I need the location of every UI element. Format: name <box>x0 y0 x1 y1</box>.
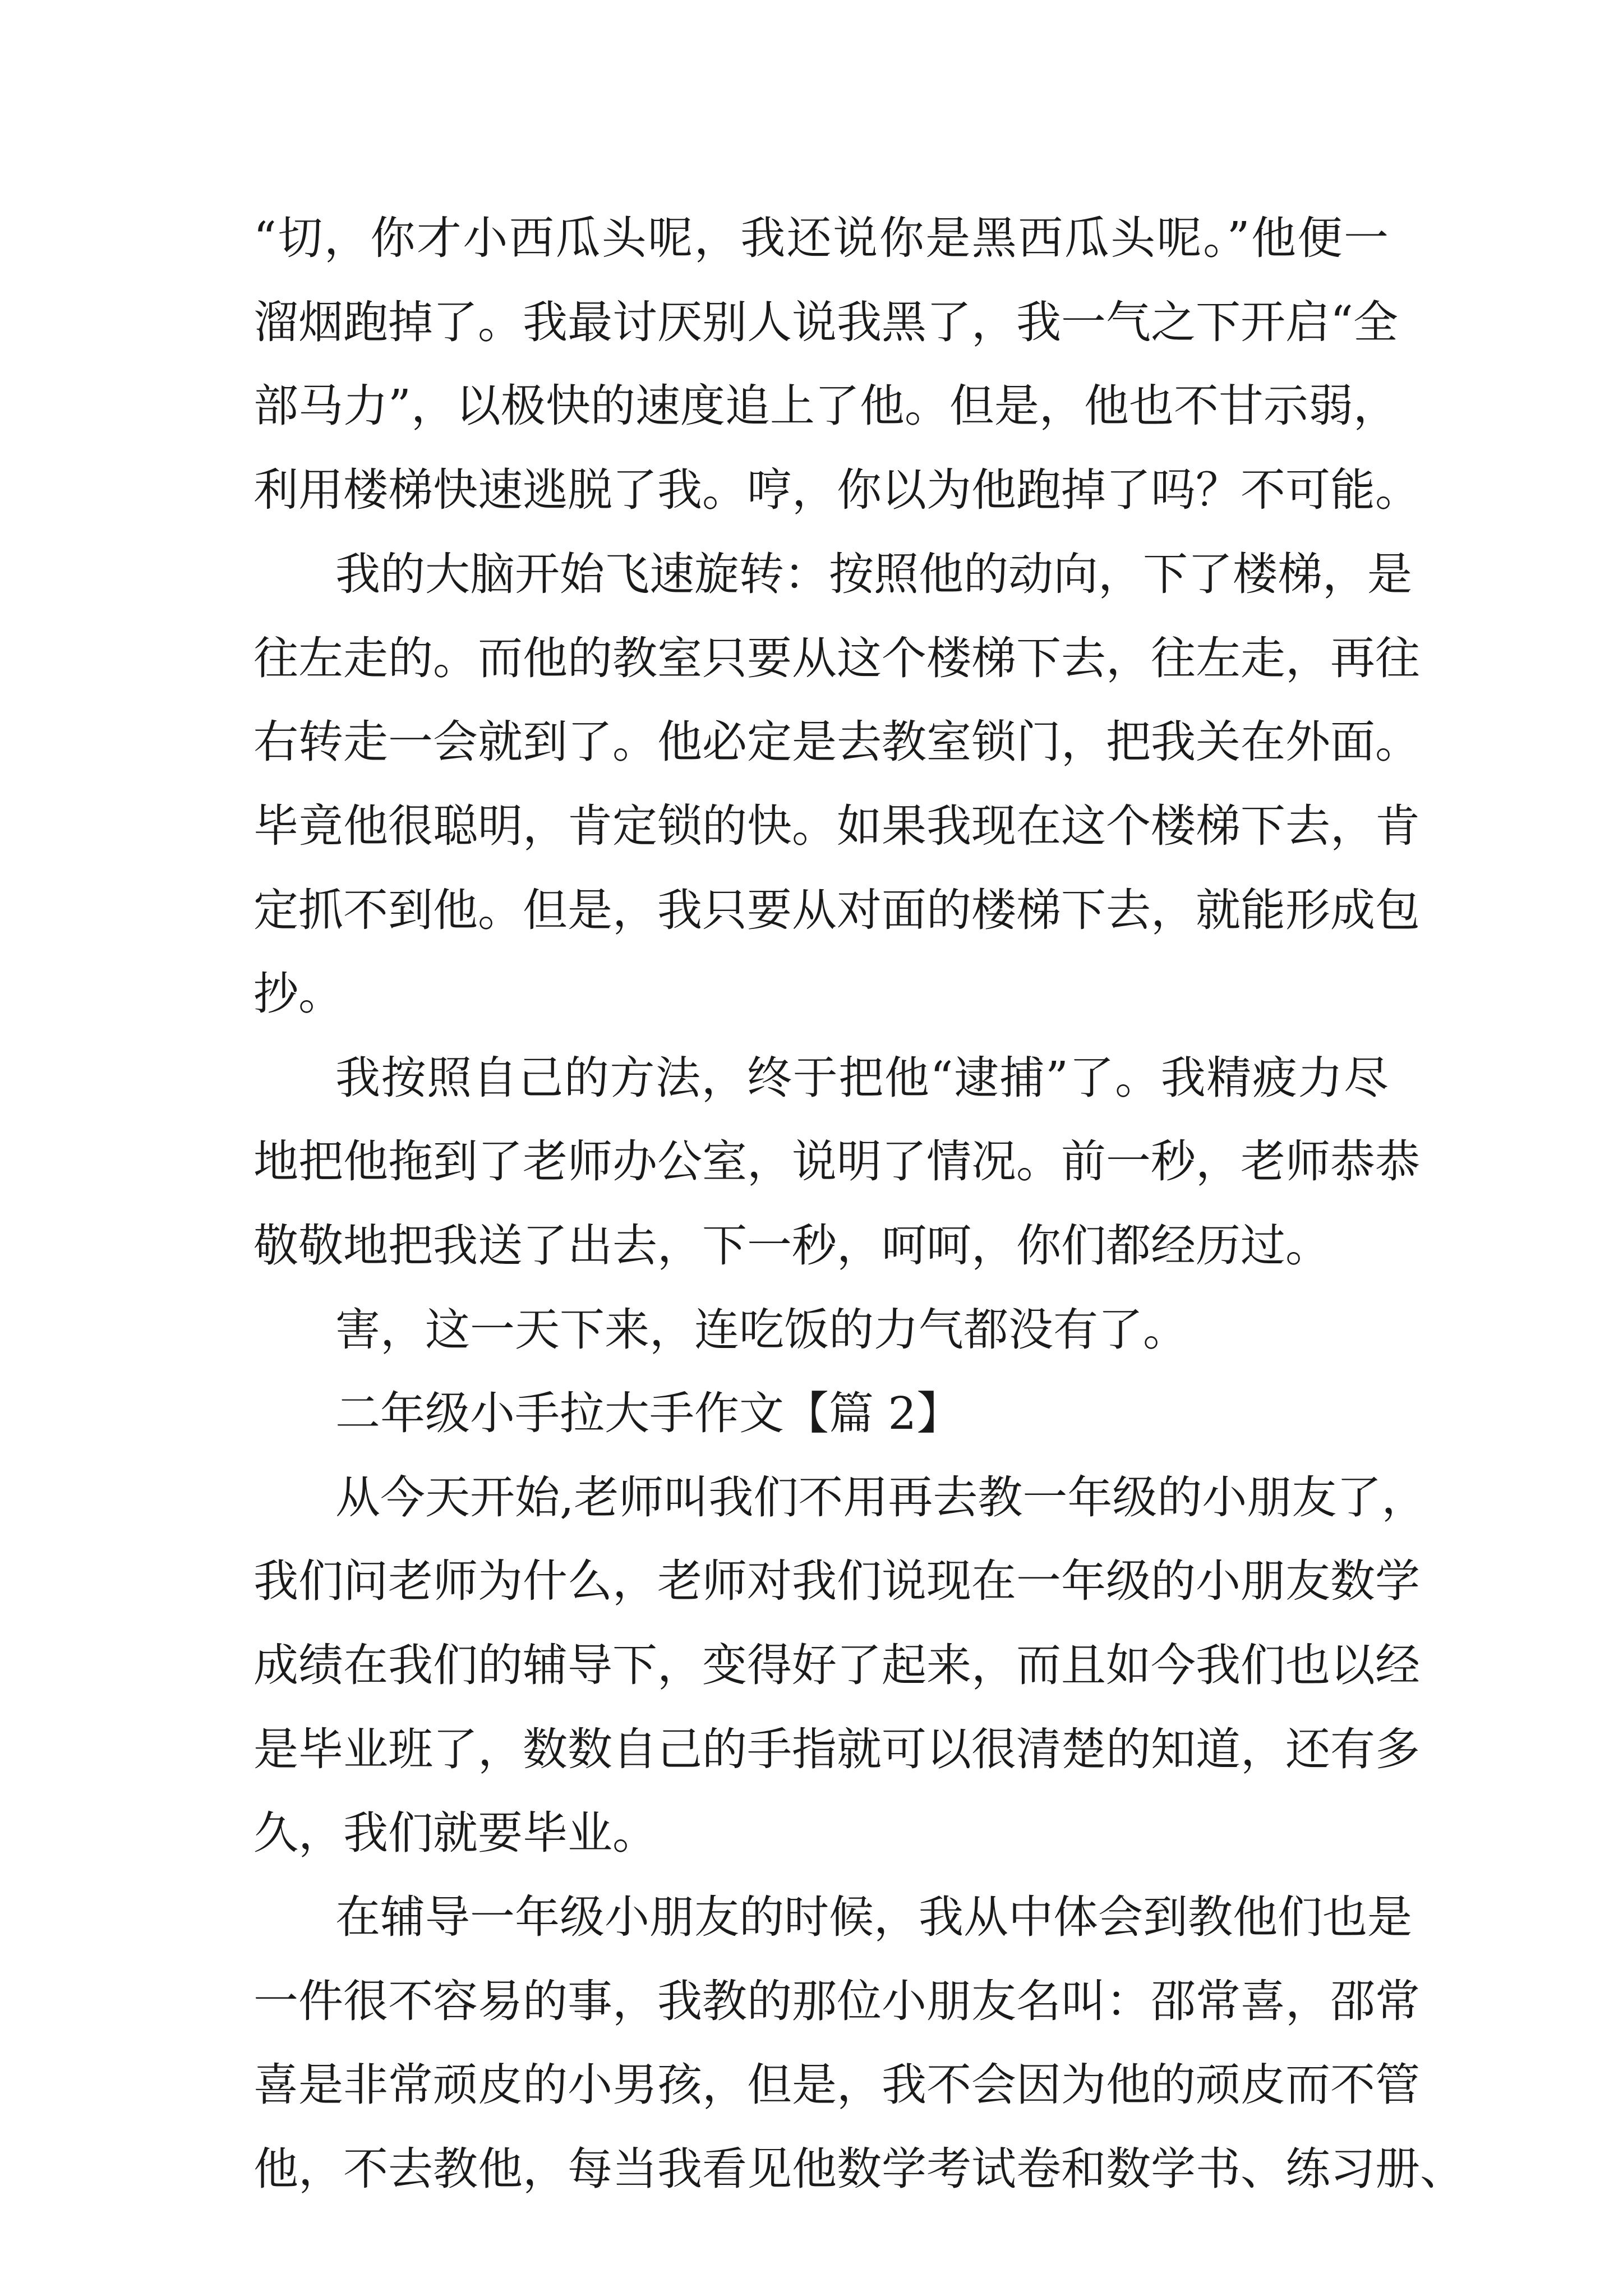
section-heading <box>0 1374 1623 1453</box>
line-text: 在辅导一年级小朋友的时候，我从中体会到教他们也是 <box>335 1891 1412 1943</box>
line-text: 定抓不到他。但是，我只要从对面的楼梯下去，就能形成包 <box>253 884 1420 936</box>
text-line <box>0 535 1623 614</box>
line-text: “切，你才小西瓜头呢，我还说你是黑西瓜头呢。”他便一 <box>253 212 1389 264</box>
line-text: 我的大脑开始飞速旋转：按照他的动向，下了楼梯，是 <box>335 548 1412 600</box>
text-line <box>0 871 1623 950</box>
line-text: 二年级小手拉大手作文【篇 2】 <box>335 1387 962 1439</box>
line-text: 毕竟他很聪明，肯定锁的快。如果我现在这个楼梯下去，肯 <box>253 800 1420 852</box>
text-line <box>0 787 1623 866</box>
line-text: 敬敬地把我送了出去，下一秒，呵呵，你们都经历过。 <box>253 1220 1330 1272</box>
line-text: 利用楼梯快速逃脱了我。哼，你以为他跑掉了吗？不可能。 <box>253 464 1420 516</box>
text-line <box>0 1122 1623 1201</box>
text-line <box>0 619 1623 698</box>
text-line <box>0 283 1623 362</box>
line-text: 往左走的。而他的教室只要从这个楼梯下去，往左走，再往 <box>253 632 1420 684</box>
text-line <box>0 367 1623 445</box>
line-text: 溜烟跑掉了。我最讨厌别人说我黑了，我一气之下开启“全 <box>253 296 1398 348</box>
line-text: 从今天开始,老师叫我们不用再去教一年级的小朋友了， <box>335 1471 1427 1524</box>
line-text: 一件很不容易的事，我教的那位小朋友名叫：邵常喜，邵常 <box>253 1975 1420 2027</box>
text-line <box>0 1710 1623 1789</box>
line-text: 抄。 <box>253 968 343 1020</box>
text-line <box>0 1542 1623 1621</box>
line-text: 右转走一会就到了。他必定是去教室锁门，把我关在外面。 <box>253 716 1420 768</box>
text-line <box>0 1962 1623 2041</box>
line-text: 是毕业班了，数数自己的手指就可以很清楚的知道，还有多 <box>253 1723 1420 1775</box>
text-line <box>0 703 1623 781</box>
text-line <box>0 955 1623 1033</box>
text-line <box>0 1458 1623 1537</box>
line-text: 害，这一天下来，连吃饭的力气都没有了。 <box>335 1304 1188 1356</box>
line-text: 成绩在我们的辅导下，变得好了起来，而且如今我们也以经 <box>253 1639 1420 1691</box>
line-text: 他，不去教他，每当我看见他数学考试卷和数学书、练习册、 <box>253 2143 1465 2195</box>
text-line <box>0 1039 1623 1117</box>
text-line <box>0 1878 1623 1957</box>
text-line <box>0 1626 1623 1705</box>
line-text: 我们问老师为什么，老师对我们说现在一年级的小朋友数学 <box>253 1555 1420 1607</box>
text-line <box>0 1794 1623 1872</box>
text-line <box>0 1207 1623 1285</box>
line-text: 地把他拖到了老师办公室，说明了情况。前一秒，老师恭恭 <box>253 1135 1420 1188</box>
text-line <box>0 2046 1623 2124</box>
line-text: 我按照自己的方法，终于把他“逮捕”了。我精疲力尽 <box>335 1052 1389 1104</box>
line-text: 喜是非常顽皮的小男孩，但是，我不会因为他的顽皮而不管 <box>253 2059 1420 2111</box>
line-text: 久，我们就要毕业。 <box>253 1807 657 1859</box>
line-text: 部马力”，以极快的速度追上了他。但是，他也不甘示弱， <box>253 380 1398 432</box>
text-line <box>0 199 1623 278</box>
text-line <box>0 2130 1623 2208</box>
text-line <box>0 451 1623 530</box>
text-line <box>0 1291 1623 1369</box>
